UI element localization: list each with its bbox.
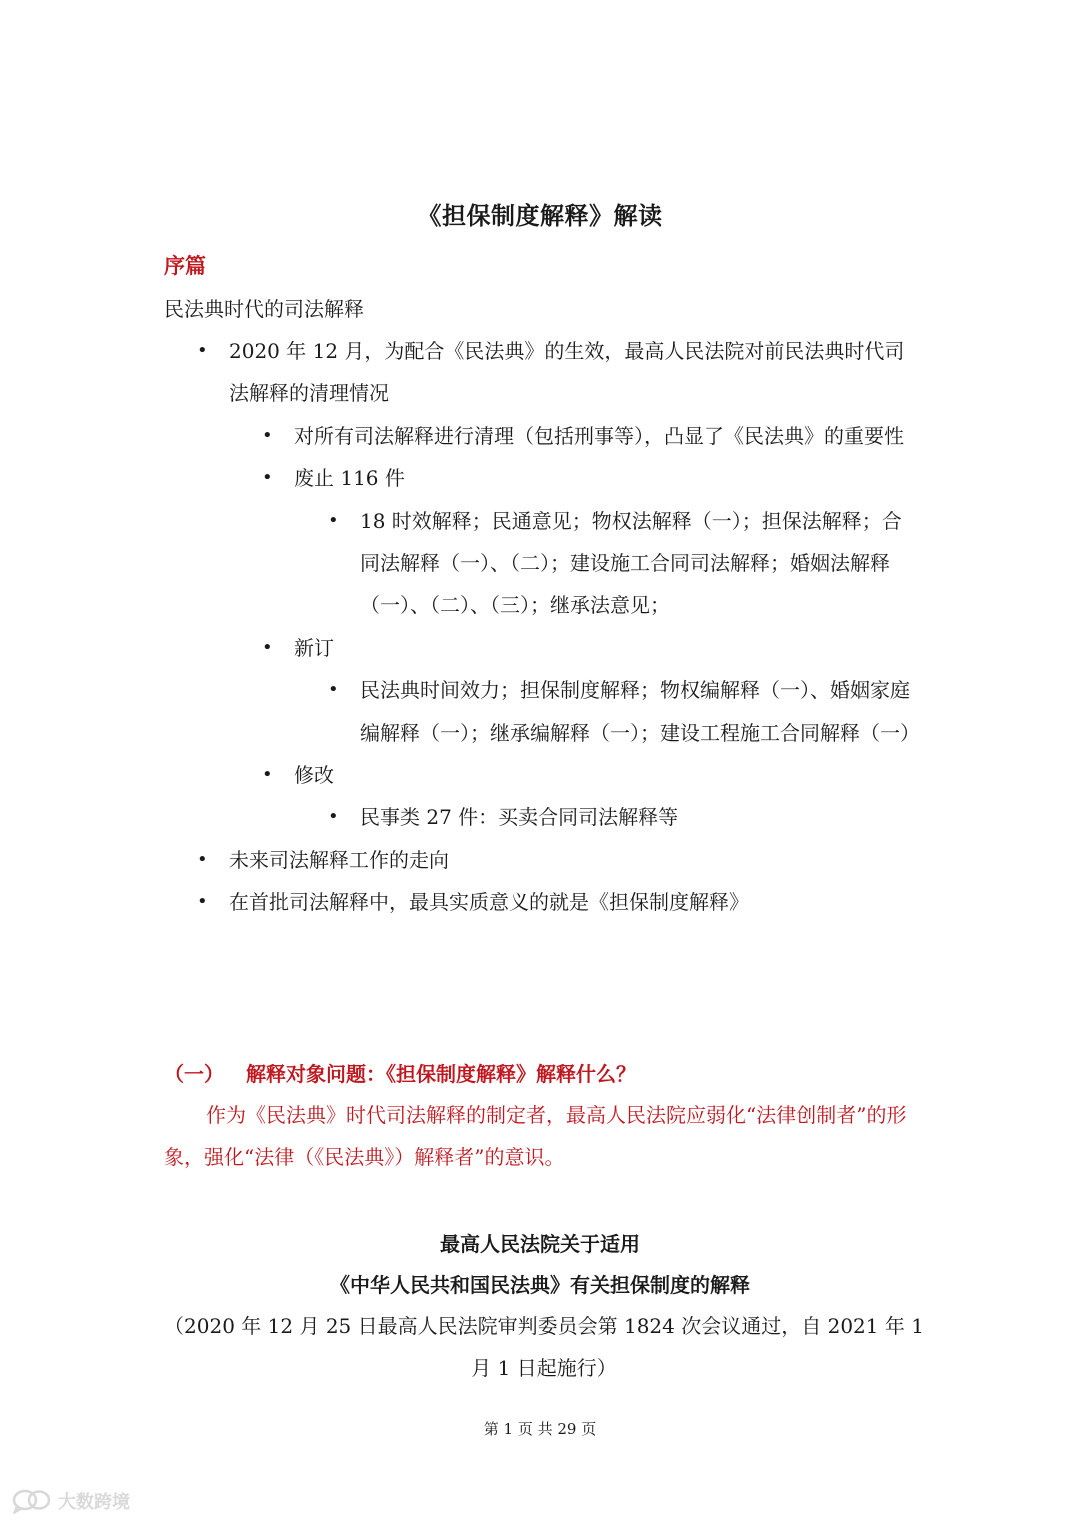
list-item xyxy=(0,881,919,923)
list-item xyxy=(0,457,919,499)
list-item-text: 对所有司法解释进行清理（包括刑事等），凸显了《民法典》的重要性 xyxy=(294,423,904,448)
bullet-dot-icon: • xyxy=(197,340,208,361)
bullet-dot-icon: • xyxy=(328,679,339,701)
list-item xyxy=(0,839,919,881)
page-footer: 第 1 页 共 29 页 xyxy=(483,1420,597,1438)
bullet-list xyxy=(0,330,1080,924)
list-item-text: 18 时效解释；民通意见；物权法解释（一）；担保法解释；合同法解释（一）、（二）；建设施工合同司法解释；婚姻法解释（一）、（二）、（三）；继承法意见； xyxy=(360,508,902,618)
bullet-dot-icon: • xyxy=(197,891,208,913)
document-title: 《担保制度解释》解读 xyxy=(417,202,663,230)
list-item-text: 在首批司法解释中，最具实质意义的就是《担保制度解释》 xyxy=(229,890,749,915)
section-subtitle: 民法典时代的司法解释 xyxy=(164,297,364,321)
bullet-dot-icon: • xyxy=(197,848,208,870)
heading-text: 解释对象问题：《担保制度解释》解释什么？ xyxy=(246,1062,636,1086)
bullet-dot-icon: • xyxy=(328,806,339,828)
list-item xyxy=(0,330,919,415)
heading-number: （一） xyxy=(164,1062,224,1086)
watermark-text: 大数跨境 xyxy=(58,1492,130,1513)
list-item xyxy=(0,796,920,838)
adoption-note: （2020 年 12 月 25 日最高人民法院审判委员会第 1824 次会议通过，自 2021 年 1 月 1 日起施行） xyxy=(164,1314,924,1380)
chat-bubble-logo-icon xyxy=(12,1488,52,1514)
bullet-dot-icon: • xyxy=(262,764,273,786)
interpretation-title-line1: 最高人民法院关于适用 xyxy=(440,1232,640,1256)
bullet-dot-icon: • xyxy=(328,509,339,531)
section-label: 序篇 xyxy=(164,254,206,278)
list-item-text: 民事类 27 件：买卖合同司法解释等 xyxy=(360,805,679,830)
watermark xyxy=(12,1488,130,1514)
list-item-text: 民法典时间效力；担保制度解释；物权编解释（一）、婚姻家庭编解释（一）；继承编解释（一）；建设工程施工合同解释（一） xyxy=(360,678,920,745)
list-item-text: 未来司法解释工作的走向 xyxy=(229,847,449,872)
list-item xyxy=(0,415,919,457)
interpretation-title-line2: 《中华人民共和国民法典》有关担保制度的解释 xyxy=(330,1273,750,1297)
list-item-text: 2020 年 12 月，为配合《民法典》的生效，最高人民法院对前民法典时代司法解释的清理情况 xyxy=(229,339,905,406)
list-item xyxy=(0,754,919,796)
red-paragraph: 作为《民法典》时代司法解释的制定者，最高人民法院应弱化“法律创制者”的形象，强化“法律（《民法典》）解释者”的意识。 xyxy=(164,1103,907,1169)
list-item xyxy=(0,500,920,627)
list-item xyxy=(0,669,920,754)
bullet-dot-icon: • xyxy=(262,636,273,658)
red-heading xyxy=(164,1058,636,1087)
list-item-text: 新订 xyxy=(294,635,334,660)
bullet-dot-icon: • xyxy=(262,424,273,446)
list-item xyxy=(0,627,919,669)
list-item-text: 废止 116 件 xyxy=(294,466,405,491)
list-item-text: 修改 xyxy=(294,763,334,788)
bullet-dot-icon: • xyxy=(262,467,273,489)
